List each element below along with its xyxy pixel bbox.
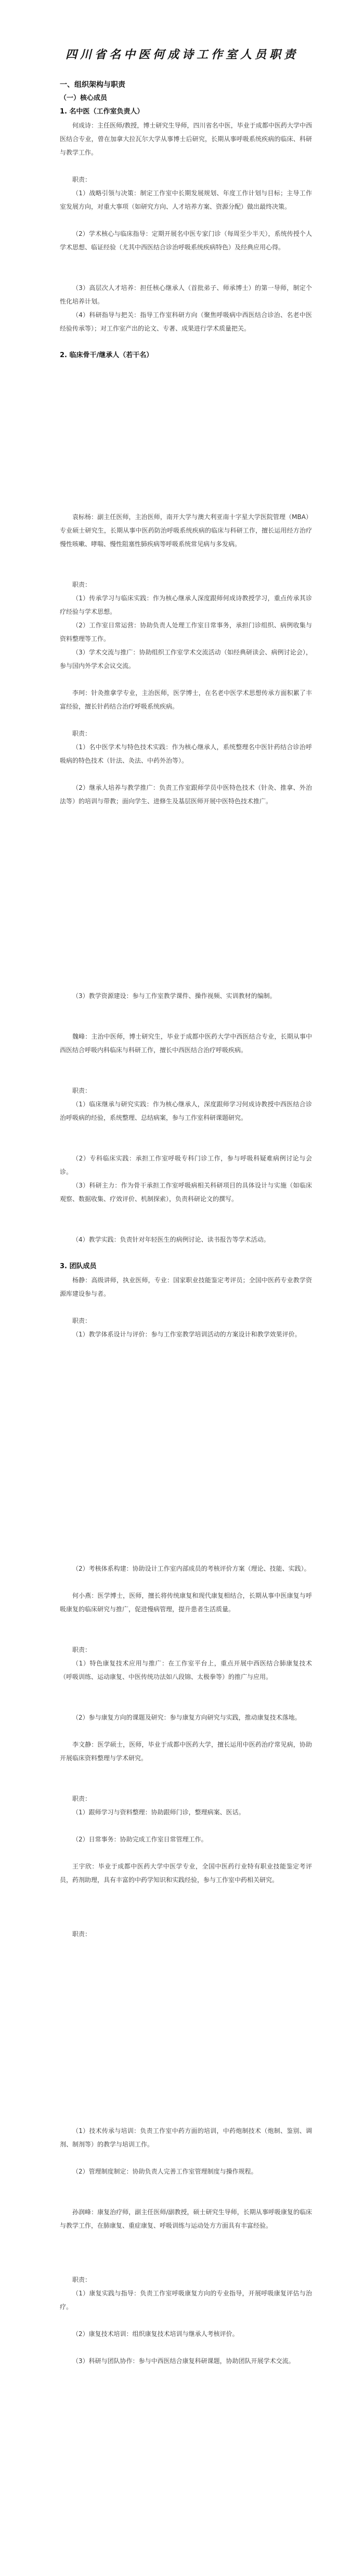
profile-wei-feng: 魏峰：主治中医师，博士研究生，毕业于成都中医药大学中西医结合专业，长期从事中西医结合呼吸内科临床与科研工作，擅长中西医结合治疗呼吸疾病。 (60, 1033, 312, 1054)
duty-item: （4）教学实践：负责针对年轻医生的病例讨论、读书报告等学术活动。 (72, 1236, 270, 1243)
duty-item: （3）高层次人才培养：担任核心继承人（首批弟子、师承博士）的第一导师，制定个性化培养计划。 (60, 284, 312, 305)
profile-yang-jing: 杨静：高级讲师，执业医师，专业：国家职业技能鉴定考评员；全国中医药专业教学资源库建设参与者。 (60, 1277, 312, 1297)
role-heading-leader: 1. 名中医（工作室负责人） (60, 108, 144, 116)
document-title: 四川省名中医何成诗工作室人员职责 (65, 48, 298, 61)
duty-item: （1）特色康复技术应用与推广：在工作室平台上，重点开展中西医结合肺康复技术（呼吸训练、运动康复、中医传统功法如八段锦、太极拳等）的推广与应用。 (60, 1660, 312, 1681)
duties-label: 职责： (72, 730, 92, 737)
duties-label: 职责： (72, 1317, 92, 1324)
duty-item: （3）教学资源建设：参与工作室教学课件、操作视频、实训教材的编制。 (72, 992, 276, 1000)
duties-label: 职责： (72, 176, 92, 183)
duty-item: （1）名中医学术与特色技术实践：作为核心继承人，系统整理名中医针药结合诊治呼吸病的特色技术（针法、灸法、中药外治等）。 (60, 743, 312, 764)
duty-item: （2）管理制度制定：协助负责人完善工作室管理制度与操作规程。 (72, 2168, 257, 2175)
duties-label: 职责： (72, 1087, 92, 1094)
duty-item: （1）教学体系设计与评价：参与工作室教学培训活动的方案设计和教学效果评价。 (72, 1331, 301, 1338)
profile-li-ke: 李珂：针灸推拿学专业，主治医师，医学博士，在名老中医学术思想传承方面积累了丰富经验，擅长针药结合治疗呼吸系统疾病。 (60, 689, 312, 710)
duty-item: （2）工作室日常运营：协助负责人处理工作室日常事务，承担门诊组织、病例收集与资料整理等工作。 (60, 622, 312, 642)
subsection-heading-core: （一）核心成员 (60, 94, 108, 102)
duty-item: （3）学术交流与推广：协助组织工作室学术交流活动（如经典研读会、病例讨论会），参与国内外学术会议交流。 (60, 649, 312, 670)
duty-item: （2）康复技术培训：组织康复技术培训与继承人考核评价。 (72, 2330, 239, 2338)
duty-item: （2）继承人培养与教学推广：负责工作室跟师学员中医特色技术（针灸、推拿、外治法等）的培训与带教；面向学生、进修生及基层医师开展中医特色技术推广。 (60, 784, 312, 805)
duties-label: 职责： (72, 2276, 92, 2283)
role-heading-team: 3. 团队成员 (60, 1262, 97, 1270)
profile-he-chengshi: 何成诗：主任医师/教授，博士研究生导师，四川省名中医，毕业于成都中医药大学中西医结合专业，曾在加拿大拉瓦尔大学从事博士后研究，长期从事呼吸系统疾病的临床、科研与教学工作。 (60, 122, 312, 156)
duty-item: （1）战略引领与决策：制定工作室中长期发展规划、年度工作计划与目标；主导工作室发展方向，对重大事项（如研究方向、人才培养方案、资源分配）做出最终决策。 (60, 190, 312, 210)
duty-item: （1）技术传承与培训：负责工作室中药方面的培训，中药炮制技术（炮制、鉴别、调剂、制剂等）的教学与培训工作。 (60, 2127, 312, 2148)
duty-item: （4）科研指导与把关：指导工作室科研方向（聚焦呼吸病中西医结合诊治、名老中医经验传承等）；对工作室产出的论文、专著、成果进行学术质量把关。 (60, 311, 312, 332)
duty-item: （3）科研主力：作为骨干承担工作室呼吸病相关科研项目的具体设计与实施（如临床观察、数据收集、疗效评价、机制探索），负责科研论文的撰写。 (60, 1182, 312, 1203)
duty-item: （2）参与康复方向的课题及研究：参与康复方向研究与实践，推动康复技术落地。 (72, 1714, 301, 1721)
duty-item: （2）日常事务：协助完成工作室日常管理工作。 (72, 1836, 207, 1843)
duty-item: （1）跟师学习与资料整理：协助跟师门诊，整理病案、医话。 (72, 1809, 245, 1816)
duties-label: 职责： (72, 1930, 92, 1938)
profile-wang-yuxin: 王宇欣：毕业于成都中医药大学中医学专业，全国中医药行业特有职业技能鉴定考评员，药剂助理，具有丰富的中药学知识和实践经验，参与工作室中药相关研究。 (60, 1863, 312, 1884)
duties-label: 职责： (72, 1795, 92, 1802)
profile-sun-runfeng: 孙润峰：康复治疗师，副主任医师/副教授，硕士研究生导师，长期从事呼吸康复的临床与教学工作，在肺康复、重症康复、呼吸训练与运动处方方面具有丰富经验。 (60, 2208, 312, 2229)
duty-item: （2）学术核心与临床指导：定期开展名中医专家门诊（每周至少半天），系统传授个人学术思想、临证经验（尤其中西医结合诊治呼吸系统疾病特色）及经典应用心得。 (60, 230, 312, 251)
duty-item: （3）科研与团队协作：参与中西医结合康复科研课题，协助团队开展学术交流。 (72, 2357, 295, 2365)
duties-label: 职责： (72, 581, 92, 588)
duty-item: （1）临床继承与研究实践：作为核心继承人，深度跟师学习何成诗教授中西医结合诊治呼吸病的经验，系统整理、总结病案，参与工作室科研课题研究。 (60, 1101, 312, 1121)
role-heading-backbone: 2. 临床骨干/继承人（若干名） (60, 351, 153, 359)
duty-item: （2）考核体系构建：协助设计工作室内部成员的考核评价方案（理论、技能、实践）。 (72, 1565, 310, 1572)
duty-item: （1）传承学习与临床实践：作为核心继承人深度跟师何成诗教授学习，重点传承其诊疗经验与学术思想。 (60, 595, 312, 615)
profile-yuan-biaoyang: 袁标杨：副主任医师，主治医师，南开大学与澳大利亚南十字星大学医院管理（MBA）专业硕士研究生，长期从事中医药防治呼吸系统疾病的临床与科研工作，擅长运用经方治疗慢性咳嗽、哮喘、慢性阻塞性肺疾病等呼吸系统常见病与多发病。 (60, 513, 312, 548)
duty-item: （2）专科临床实践：承担工作室呼吸专科门诊工作，参与呼吸科疑难病例讨论与会诊。 (60, 1155, 312, 1176)
profile-li-wenjing: 李文静：医学硕士，医师，毕业于成都中医药大学，擅长运用中医药治疗常见病，协助开展临床资料整理与学术研究。 (60, 1741, 312, 1762)
duty-item: （1）康复实践与指导：负责工作室呼吸康复方向的专业指导，开展呼吸康复评估与治疗。 (60, 2290, 312, 2310)
duties-label: 职责： (72, 1646, 92, 1653)
profile-he-xiaoyan: 何小燕：医学博士，医师，擅长将传统康复和现代康复相结合，长期从事中医康复与呼吸康复的临床研究与推广，促进慢病管理，提升患者生活质量。 (60, 1592, 312, 1613)
section-heading-org: 一、组织架构与职责 (60, 81, 125, 89)
